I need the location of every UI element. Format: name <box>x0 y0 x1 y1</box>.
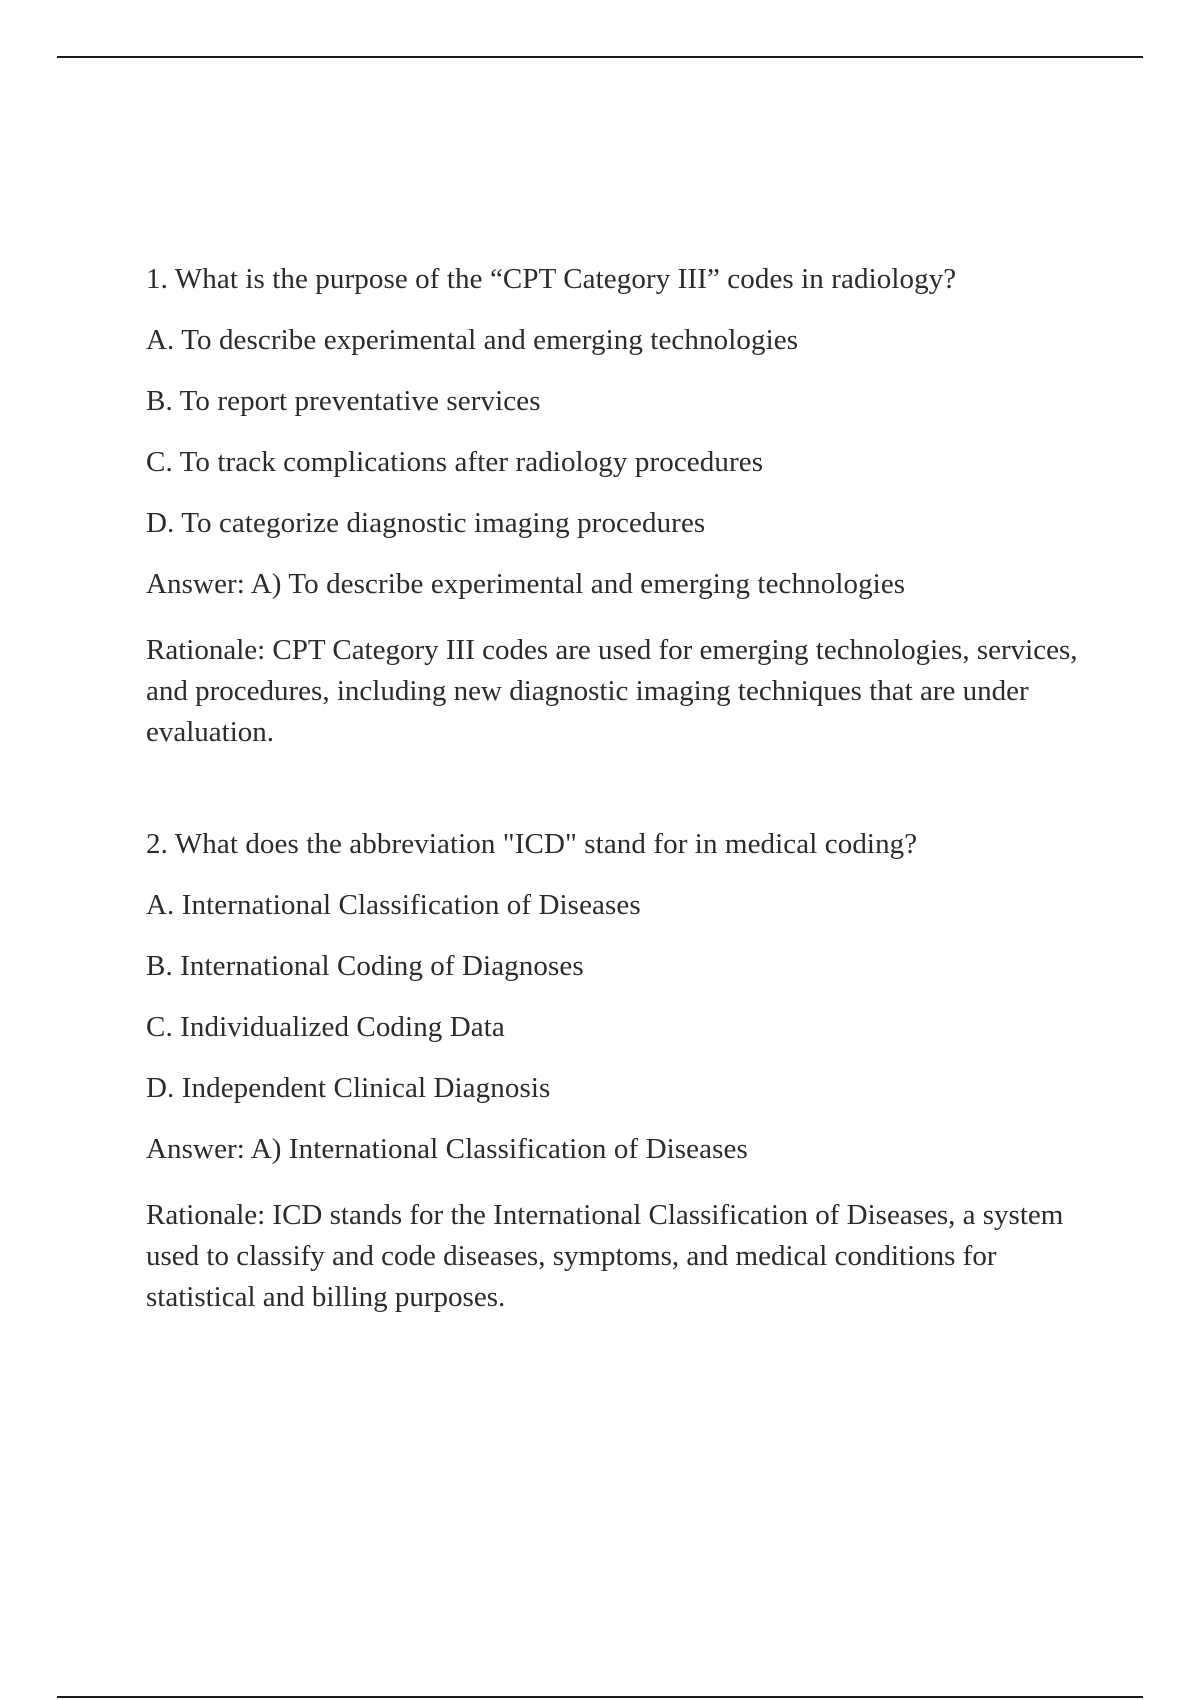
rationale-text: Rationale: CPT Category III codes are used for emerging technologies, services, and procedures, including new diagnostic imaging techniques that are under evaluation. <box>146 634 1078 748</box>
question-text: 1. What is the purpose of the “CPT Category III” codes in radiology? <box>146 263 957 295</box>
header-rule <box>57 56 1143 58</box>
option-d: D. Independent Clinical Diagnosis <box>146 1072 551 1104</box>
question-block-1 <box>146 264 1096 753</box>
option-d: D. To categorize diagnostic imaging procedures <box>146 507 706 539</box>
answer-text: Answer: A) To describe experimental and emerging technologies <box>146 568 906 600</box>
option-a: A. International Classification of Diseases <box>146 889 641 921</box>
option-a: A. To describe experimental and emerging technologies <box>146 324 799 356</box>
footer-rule <box>57 1696 1143 1698</box>
rationale-text: Rationale: ICD stands for the International Classification of Diseases, a system used to classify and code diseases, symptoms, and medical conditions for statistical and billing purposes. <box>146 1199 1064 1313</box>
question-block-2 <box>146 829 1096 1318</box>
option-c: C. Individualized Coding Data <box>146 1011 505 1043</box>
option-b: B. To report preventative services <box>146 385 541 417</box>
question-text: 2. What does the abbreviation "ICD" stand for in medical coding? <box>146 828 918 860</box>
document-body <box>146 264 1096 1318</box>
option-b: B. International Coding of Diagnoses <box>146 950 584 982</box>
option-c: C. To track complications after radiology procedures <box>146 446 764 478</box>
answer-text: Answer: A) International Classification of Diseases <box>146 1133 748 1165</box>
